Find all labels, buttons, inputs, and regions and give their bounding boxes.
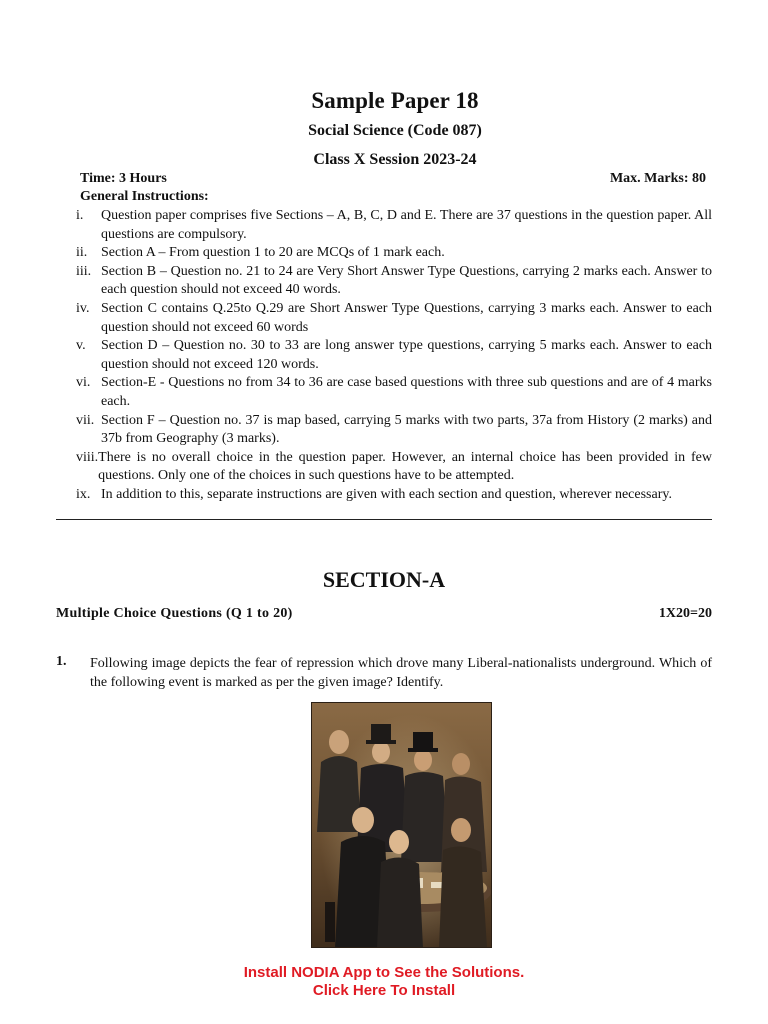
install-app-link[interactable]: Install NODIA App to See the Solutions. xyxy=(243,964,525,981)
question-text: Following image depicts the fear of repression which drove many Liberal-nationalists underground. Which of the following event is marked as per the given image? Identify. xyxy=(90,656,712,690)
instruction-text: Section-E - Questions no from 34 to 36 are case based questions with three sub questions and are of 4 marks each. xyxy=(101,375,712,409)
instruction-number: iv. xyxy=(76,300,90,316)
instruction-number: vi. xyxy=(76,375,91,391)
mcq-marks: 1X20=20 xyxy=(658,606,712,621)
mcq-heading: Multiple Choice Questions (Q 1 to 20) xyxy=(56,606,293,621)
instruction-number: vii. xyxy=(76,412,95,428)
general-instructions-heading: General Instructions: xyxy=(80,189,209,204)
instruction-item xyxy=(76,374,712,411)
instruction-item xyxy=(76,263,712,300)
instruction-number: v. xyxy=(76,338,86,354)
instruction-number: iii. xyxy=(76,263,92,279)
instruction-number: viii. xyxy=(76,449,99,465)
session-line: Class X Session 2023-24 xyxy=(313,151,477,168)
instruction-item xyxy=(76,207,712,244)
divider xyxy=(56,519,712,520)
instruction-number: i. xyxy=(76,208,84,223)
instruction-item xyxy=(76,244,712,263)
instruction-text: Question paper comprises five Sections – A, B, C, D and E. There are 37 questions in the question paper. All questions are compulsory. xyxy=(101,208,712,242)
instruction-text: Section C contains Q.25to Q.29 are Short Answer Type Questions, carrying 3 marks each. Answer to each question should not exceed 60 words xyxy=(101,300,712,335)
subject-line: Social Science (Code 087) xyxy=(308,122,482,139)
instruction-item xyxy=(76,412,712,449)
section-a-title: SECTION-A xyxy=(322,567,446,592)
instruction-text: Section D – Question no. 30 to 33 are long answer type questions, carrying 5 marks each. Answer to each question should not exceed 120 words. xyxy=(101,338,712,372)
instruction-text: Section A – From question 1 to 20 are MCQs of 1 mark each. xyxy=(101,245,445,261)
instruction-text: In addition to this, separate instructions are given with each section and question, wherever necessary. xyxy=(101,486,672,502)
paper-title: Sample Paper 18 xyxy=(311,88,479,113)
instruction-text: Section F – Question no. 37 is map based, carrying 5 marks with two parts, 37a from History (2 marks) and 37b from Geography (3 marks). xyxy=(101,412,712,447)
instructions-list xyxy=(76,207,712,505)
install-app-banner[interactable] xyxy=(0,964,768,1000)
instruction-item xyxy=(76,449,712,486)
click-to-install-link[interactable]: Click Here To Install xyxy=(312,982,456,999)
question-illustration xyxy=(311,702,492,948)
max-marks: Max. Marks: 80 xyxy=(609,171,706,186)
question-number: 1. xyxy=(56,654,67,669)
instruction-number: ix. xyxy=(76,486,91,502)
time-allowed: Time: 3 Hours xyxy=(80,171,167,186)
instruction-text: Section B – Question no. 21 to 24 are Very Short Answer Type Questions, carrying 2 marks each. Answer to each question should not exceed 40 words. xyxy=(101,263,712,298)
secret-meeting-painting xyxy=(311,702,492,948)
instruction-item xyxy=(76,337,712,374)
instruction-text: There is no overall choice in the question paper. However, an internal choice has been provided in few questions. Only one of the choices in such questions have to be attempted. xyxy=(98,449,712,484)
instruction-number: ii. xyxy=(76,245,88,261)
instruction-item xyxy=(76,300,712,337)
instruction-item xyxy=(76,486,712,505)
